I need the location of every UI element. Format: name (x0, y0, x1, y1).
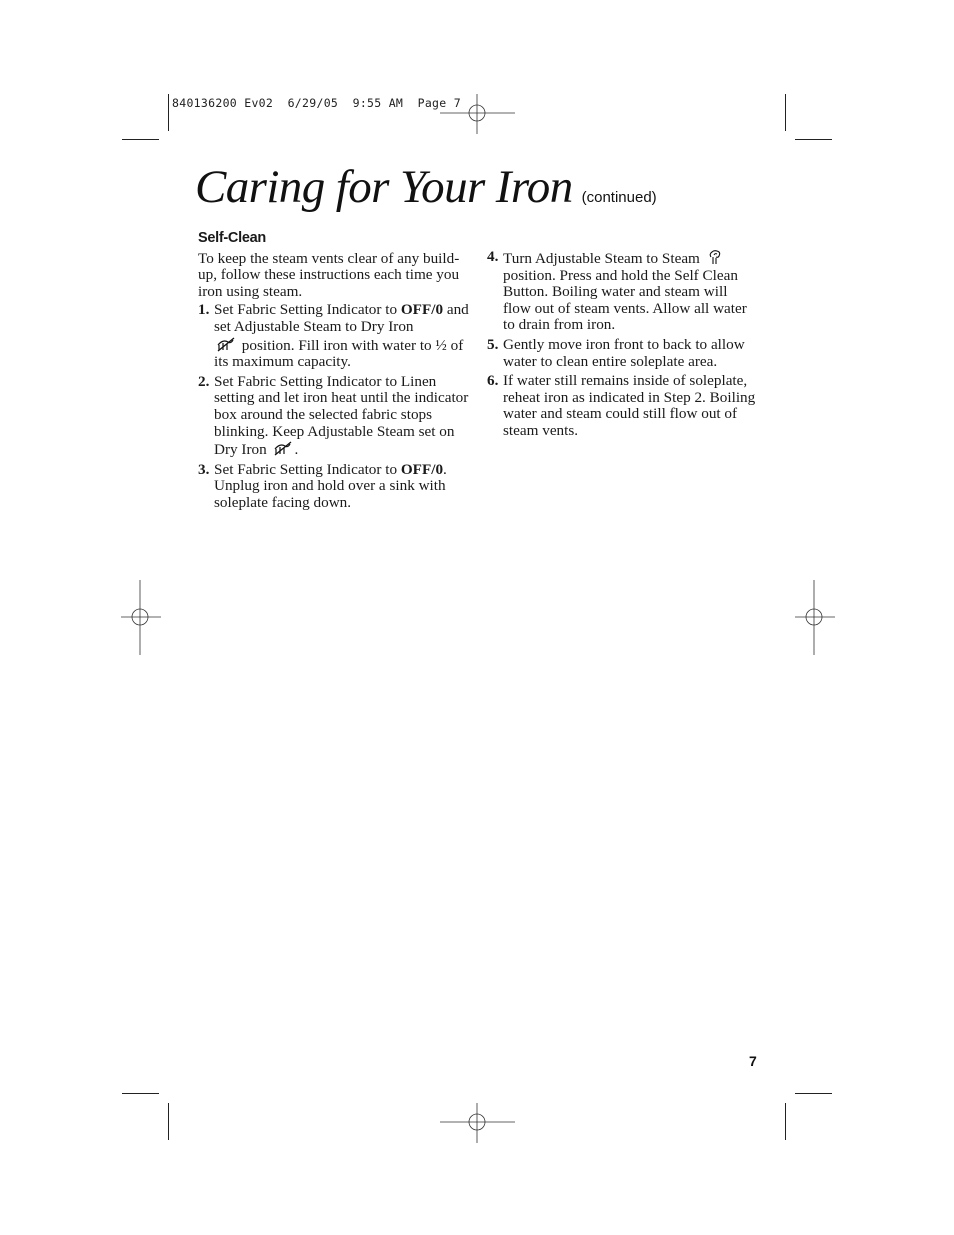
crop-mark (785, 1103, 786, 1140)
registration-mark-left (121, 580, 161, 655)
section-intro: To keep the steam vents clear of any build-up, follow these instructions each time you iron using steam. (198, 249, 460, 300)
print-slug: 840136200 Ev02 6/29/05 9:55 AM Page 7 (172, 96, 461, 110)
step-6 (487, 373, 759, 439)
step-text: Turn Adjustable Steam to Steam position. Press and hold the Self Clean Button. Boiling water and steam will flow out of steam vents. Allow all water to drain from iron. (503, 250, 747, 334)
crop-mark (122, 139, 159, 140)
step-number: 5. (487, 335, 499, 353)
crop-mark (168, 94, 169, 131)
step-text: Set Fabric Setting Indicator to Linen setting and let iron heat until the indicator box around the selected fabric stops blinking. Keep Adjustable Steam set on Dry Iron . (214, 372, 469, 459)
title-main: Caring for Your Iron (195, 161, 573, 213)
section-heading: Self-Clean (198, 230, 266, 246)
step-text: If water still remains inside of soleplate, reheat iron as indicated in Step 2. Boiling water and steam could still flow out of steam vents. (503, 372, 756, 439)
dry-iron-icon (274, 440, 292, 456)
crop-mark (785, 94, 786, 131)
step-number: 4. (487, 248, 499, 265)
step-text: Gently move iron front to back to allow water to clean entire soleplate area. (503, 335, 745, 370)
step-text: Set Fabric Setting Indicator to OFF/0 and set Adjustable Steam to Dry Iron position. Fill iron with water to ½ of its maximum capacity. (214, 301, 469, 371)
steam-icon (707, 249, 723, 265)
step-1 (198, 302, 473, 370)
step-number: 3. (198, 460, 210, 478)
page-number: 7 (749, 1053, 757, 1069)
crop-mark (795, 139, 832, 140)
step-number: 2. (198, 372, 210, 390)
step-3 (198, 462, 473, 512)
page-title (195, 160, 657, 214)
crop-mark (795, 1093, 832, 1094)
step-number: 6. (487, 372, 499, 390)
dry-iron-icon (217, 336, 235, 352)
registration-mark-right (795, 580, 835, 655)
step-2 (198, 374, 473, 459)
crop-mark (122, 1093, 159, 1094)
right-column (487, 249, 759, 443)
step-text: Set Fabric Setting Indicator to OFF/0. Unplug iron and hold over a sink with soleplate facing down. (214, 460, 447, 511)
step-number: 1. (198, 301, 210, 319)
title-continued: (continued) (581, 189, 657, 206)
crop-mark (168, 1103, 169, 1140)
registration-mark-bottom (440, 1103, 515, 1143)
left-column (198, 230, 473, 515)
step-5 (487, 337, 759, 370)
step-4 (487, 249, 759, 334)
